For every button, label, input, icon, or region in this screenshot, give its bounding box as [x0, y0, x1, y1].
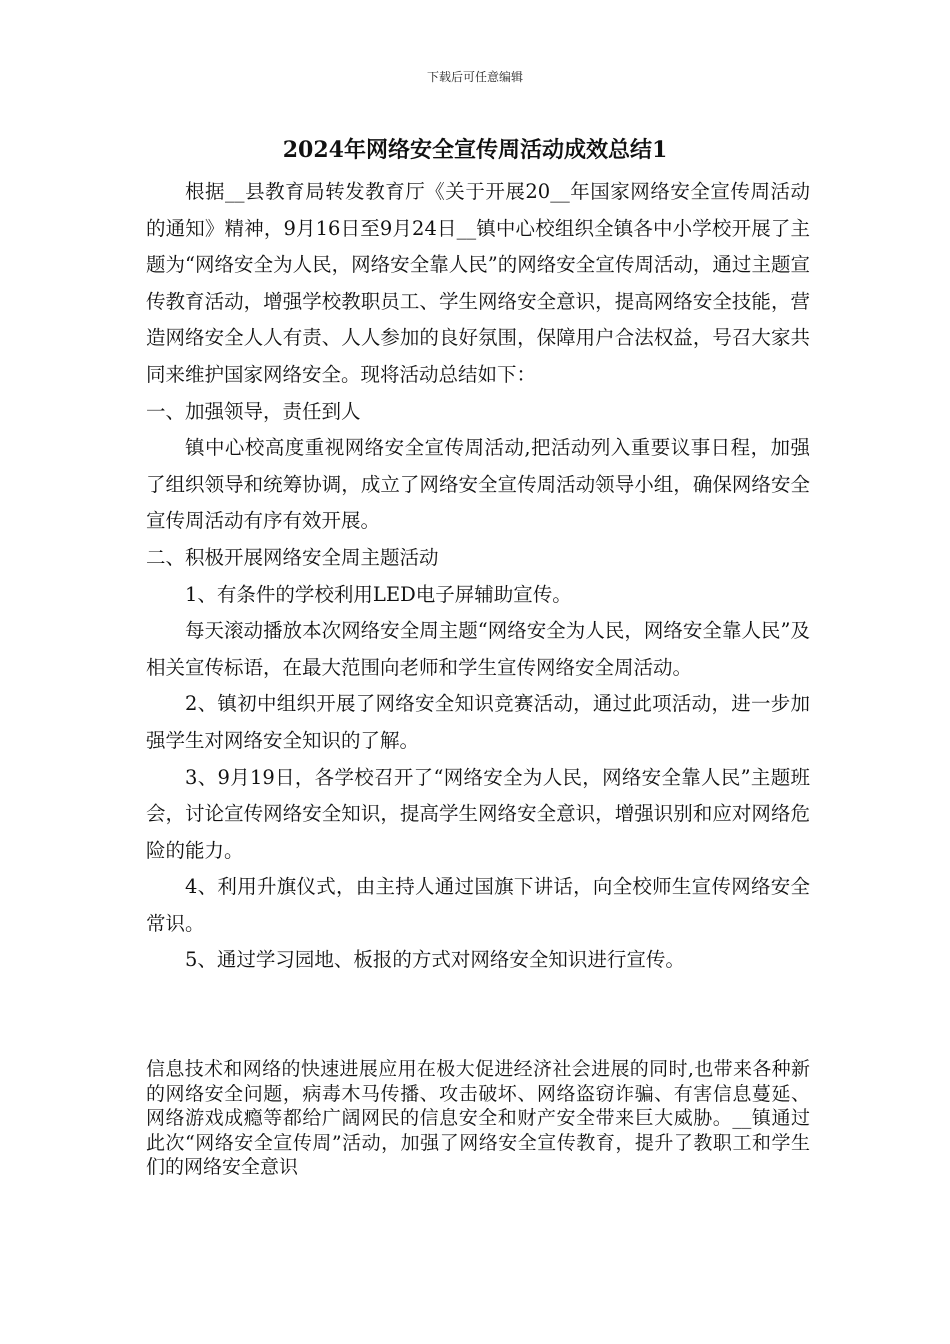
document-body [146, 174, 810, 979]
list-item-bulletin-board: 5、通过学习园地、板报的方式对网络安全知识进行宣传。 [185, 948, 685, 972]
section-heading-2: 二、积极开展网络安全周主题活动 [146, 545, 439, 569]
list-item-knowledge-contest: 2、镇初中组织开展了网络安全知识竞赛活动，通过此项活动，进一步加强学生对网络安全知识的了解。 [146, 692, 810, 752]
list-item-class-meeting: 3、9月19日，各学校召开了“网络安全为人民，网络安全靠人民”主题班会，讨论宣传网络安全知识，提高学生网络安全意识，增强识别和应对网络危险的能力。 [146, 765, 810, 862]
document-title: 2024年网络安全宣传周活动成效总结1 [282, 137, 668, 163]
paragraph-intro: 根据__县教育局转发教育厅《关于开展20__年国家网络安全宣传周活动的通知》精神，9月16日至9月24日__镇中心校组织全镇各中小学校开展了主题为“网络安全为人民，网络安全靠人民”的网络安全宣传周活动，通过主题宣传教育活动，增强学校教职员工、学生网络安全意识，提高网络安全技能，营造网络安全人人有责、人人参加的良好氛围，保障用户合法权益，号召大家共同来维护国家网络安全。现将活动总结如下： [146, 180, 810, 386]
paragraph-scrolling-broadcast: 每天滚动播放本次网络安全周主题“网络安全为人民，网络安全靠人民”及相关宣传标语，在最大范围向老师和学生宣传网络安全周活动。 [146, 619, 810, 679]
section-heading-1: 一、加强领导，责任到人 [146, 399, 361, 423]
paragraph-leadership: 镇中心校高度重视网络安全宣传周活动,把活动列入重要议事日程，加强了组织领导和统筹协调，成立了网络安全宣传周活动领导小组，确保网络安全宣传周活动有序有效开展。 [146, 436, 810, 533]
paragraph-conclusion: 信息技术和网络的快速进展应用在极大促进经济社会进展的同时,也带来各种新的网络安全问题，病毒木马传播、攻击破坏、网络盗窃诈骗、有害信息蔓延、网络游戏成瘾等都给广阔网民的信息安全和财产安全带来巨大威胁。__镇通过此次“网络安全宣传周”活动，加强了网络安全宣传教育，提升了教职工和学生们的网络安全意识 [146, 1058, 810, 1179]
list-item-led-screen: 1、有条件的学校利用LED电子屏辅助宣传。 [185, 582, 572, 606]
header-note: 下载后可任意编辑 [426, 70, 523, 84]
list-item-flag-ceremony: 4、利用升旗仪式，由主持人通过国旗下讲话，向全校师生宣传网络安全常识。 [146, 875, 810, 935]
